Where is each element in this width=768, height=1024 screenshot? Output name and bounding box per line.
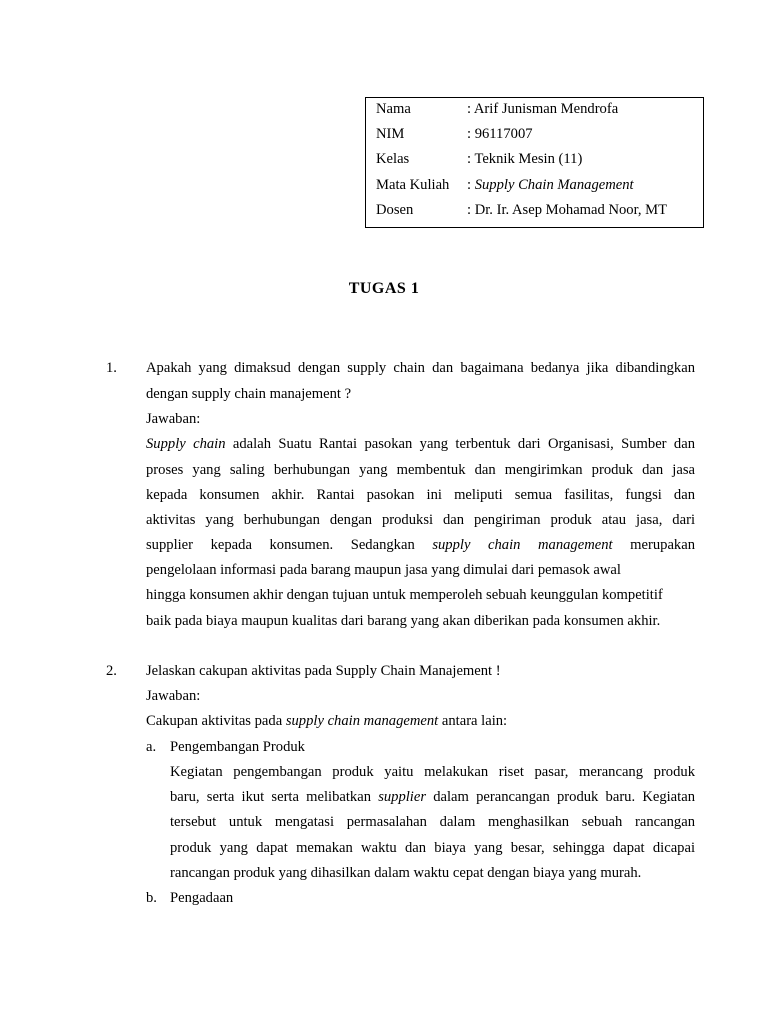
info-value-italic: Supply Chain Management <box>474 177 634 193</box>
list-item-text: tersebut untuk mengatasi permasalahan dalam menghasilkan sebuah rancangan <box>170 814 695 830</box>
student-info-box <box>365 97 704 228</box>
italic-term: Supply chain <box>146 436 226 452</box>
answer-line: proses yang saling berhubungan yang membentuk dan mengirimkan produk dan jasa <box>146 462 695 478</box>
list-item-text: rancangan produk yang dihasilkan dalam waktu cepat dengan biaya yang murah. <box>170 865 642 881</box>
info-label: Mata Kuliah <box>376 177 450 193</box>
answer-text: baru, serta ikut serta melibatkan <box>170 789 379 805</box>
answer-label: Jawaban: <box>146 411 201 427</box>
answer-label: Jawaban: <box>146 688 201 704</box>
info-value-prefix: : <box>467 177 475 193</box>
italic-term: supply chain management <box>285 713 439 729</box>
answer-text: supplier kepada konsumen. Sedangkan <box>146 537 433 553</box>
italic-term: supplier <box>378 789 427 805</box>
answer-line <box>146 535 695 555</box>
answer-text: antara lain: <box>438 713 508 729</box>
page-title: TUGAS 1 <box>348 280 420 297</box>
question-text: Apakah yang dimaksud dengan supply chain dan bagaimana bedanya jika dibandingkan <box>146 360 695 376</box>
info-value: : Teknik Mesin (11) <box>467 151 583 167</box>
answer-line: pengelolaan informasi pada barang maupun jasa yang dimulai dari pemasok awal <box>146 562 621 578</box>
answer-line: aktivitas yang berhubungan dengan produksi dan pengiriman produk atau jasa, dari <box>146 512 695 528</box>
answer-intro <box>146 711 507 731</box>
list-item-text <box>170 787 695 807</box>
info-label: Kelas <box>376 151 410 167</box>
answer-text: merupakan <box>612 537 696 553</box>
answer-line: baik pada biaya maupun kualitas dari barang yang akan diberikan pada konsumen akhir. <box>146 613 661 629</box>
info-label: Dosen <box>376 202 414 218</box>
question-text: Jelaskan cakupan aktivitas pada Supply Chain Manajement ! <box>146 663 501 679</box>
answer-text: dalam perancangan produk baru. Kegiatan <box>426 789 695 805</box>
list-letter: b. <box>146 890 157 906</box>
list-item-title: Pengadaan <box>170 890 234 906</box>
question-number: 1. <box>106 360 117 376</box>
italic-term: supply chain management <box>432 537 613 553</box>
answer-line: hingga konsumen akhir dengan tujuan untuk memperoleh sebuah keunggulan kompetitif <box>146 587 663 603</box>
list-item-text: Kegiatan pengembangan produk yaitu melakukan riset pasar, merancang produk <box>170 764 695 780</box>
answer-line: kepada konsumen akhir. Rantai pasokan ini meliputi semua fasilitas, fungsi dan <box>146 487 695 503</box>
answer-text: Cakupan aktivitas pada <box>146 713 286 729</box>
list-letter: a. <box>146 739 157 755</box>
list-item-title: Pengembangan Produk <box>170 739 305 755</box>
answer-text: adalah Suatu Rantai pasokan yang terbentuk dari Organisasi, Sumber dan <box>225 436 695 452</box>
info-value: : Dr. Ir. Asep Mohamad Noor, MT <box>467 202 668 218</box>
info-value <box>467 175 634 195</box>
answer-line <box>146 434 695 454</box>
info-value: : 96117007 <box>467 126 533 142</box>
info-label: Nama <box>376 101 411 117</box>
question-number: 2. <box>106 663 117 679</box>
list-item-text: produk yang dapat memakan waktu dan biaya yang besar, sehingga dapat dicapai <box>170 840 695 856</box>
info-value: : Arif Junisman Mendrofa <box>467 101 619 117</box>
info-label: NIM <box>376 126 405 142</box>
question-text: dengan supply chain manajement ? <box>146 386 352 402</box>
